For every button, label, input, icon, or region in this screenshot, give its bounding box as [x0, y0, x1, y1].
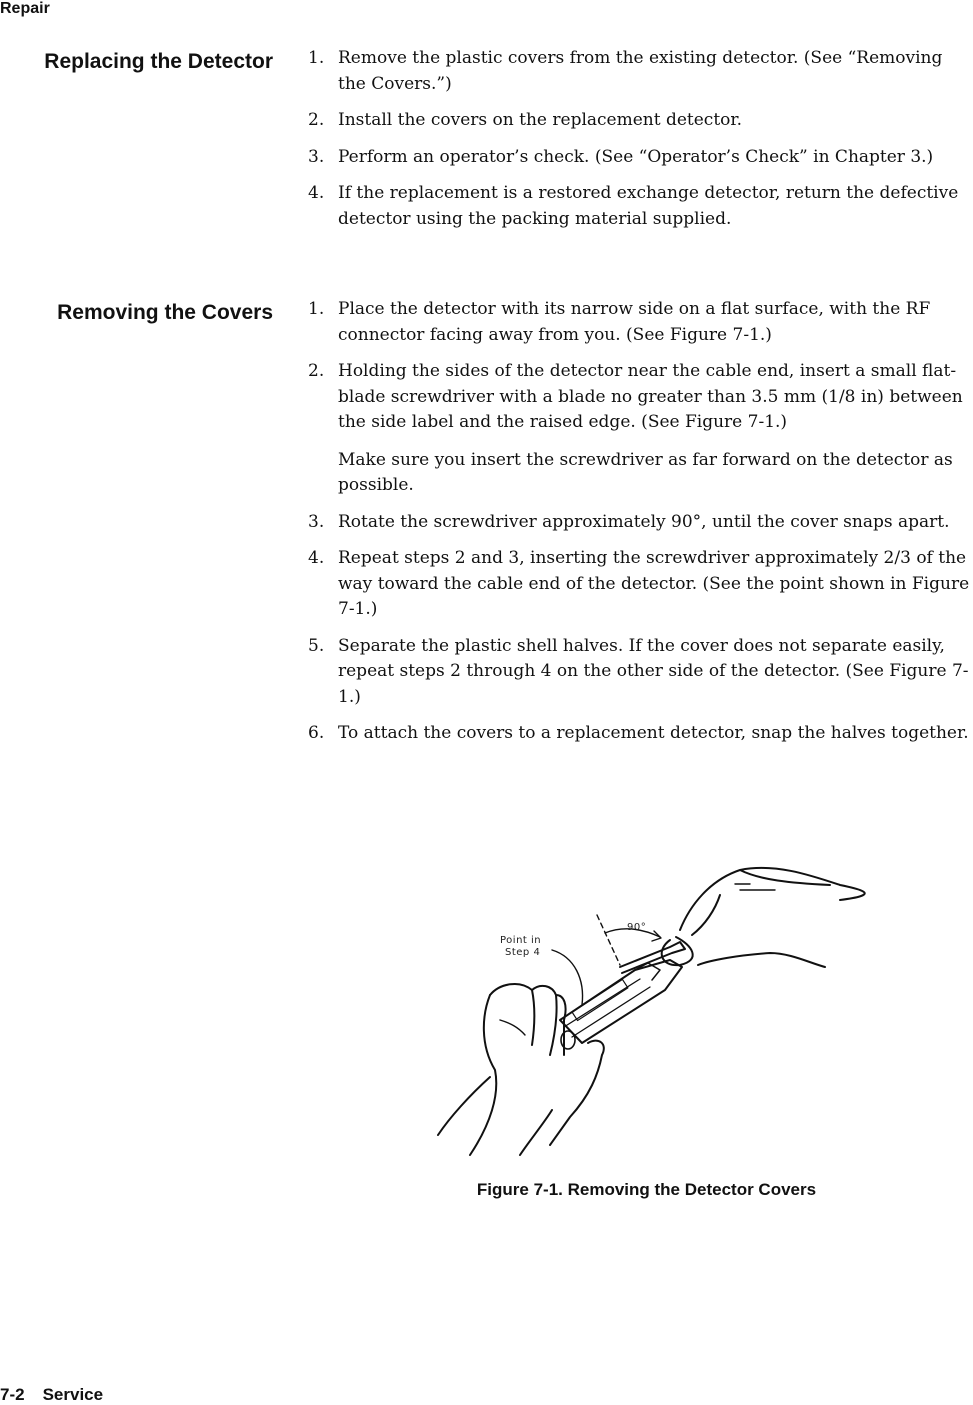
step-text: Remove the plastic covers from the existing detector. (See “Removing the Covers.”): [338, 48, 943, 94]
step-item: [308, 634, 973, 711]
step-text: Separate the plastic shell halves. If the cover does not separate easily, repeat steps 2 through 4 on the other side of the detector. (See Figure 7-1.): [338, 635, 969, 707]
figure-detector-covers: [320, 855, 973, 1170]
step-item: [308, 297, 973, 348]
step-number: 2.: [308, 361, 325, 381]
angle-guide-line: [597, 915, 620, 965]
step-item: [308, 145, 973, 171]
step-item: [308, 46, 973, 97]
step-item: [308, 546, 973, 623]
step-text: If the replacement is a restored exchange detector, return the defective detector using the packing material supplied.: [338, 183, 959, 229]
section-title-removing-covers: Removing the Covers: [57, 301, 273, 324]
step-item: [308, 108, 973, 134]
step-number: 4.: [308, 183, 325, 203]
figure-label-angle: 90°: [627, 922, 647, 933]
step-text: Holding the sides of the detector near the cable end, insert a small flat-blade screwdriver with a blade no greater than 3.5 mm (1/8 in) between the side label and the raised edge. (See Figure 7-1.): [338, 361, 963, 432]
step-number: 3.: [308, 146, 325, 167]
step-item: [308, 510, 973, 536]
figure-label-point-line2: Step 4: [505, 947, 541, 958]
section-title-replacing-detector: Replacing the Detector: [44, 50, 273, 73]
step-text: Install the covers on the replacement detector.: [338, 110, 743, 130]
page-footer: [0, 1385, 103, 1405]
step-number: 3.: [308, 511, 325, 532]
page-number: 7-2: [0, 1385, 25, 1404]
footer-section-name: Service: [42, 1385, 104, 1404]
left-hand-outline: [490, 984, 566, 1055]
step-number: 6.: [308, 723, 325, 743]
figure-label-point-line1: Point in: [500, 935, 542, 946]
step-number: 4.: [308, 548, 325, 568]
step-item: [308, 359, 973, 499]
step-number: 1.: [308, 299, 325, 319]
step-text: Perform an operator’s check. (See “Operator’s Check” in Chapter 3.): [338, 146, 934, 167]
step-note: Make sure you insert the screwdriver as far forward on the detector as possible.: [338, 449, 953, 495]
screwdriver: [620, 942, 685, 973]
step-number: 2.: [308, 110, 325, 130]
step-text: Repeat steps 2 and 3, inserting the screwdriver approximately 2/3 of the way toward the cable end of the detector. (See the point shown in Figure 7-1.): [338, 548, 970, 619]
figure-caption: Figure 7-1. Removing the Detector Covers: [476, 1180, 817, 1199]
step-text: Place the detector with its narrow side on a flat surface, with the RF connector facing away from you. (See Figure 7-1.): [338, 299, 931, 345]
step-text: To attach the covers to a replacement detector, snap the halves together.: [338, 723, 969, 743]
step-item: [308, 181, 973, 232]
running-head: Repair: [0, 0, 50, 17]
step-text: Rotate the screwdriver approximately 90°, until the cover snaps apart.: [338, 511, 950, 532]
detector-illustration: [320, 855, 973, 1170]
steps-removing-covers: [308, 297, 973, 758]
step-item: [308, 721, 973, 747]
steps-replacing-detector: [308, 46, 973, 243]
step-number: 5.: [308, 635, 325, 656]
step-number: 1.: [308, 48, 325, 68]
